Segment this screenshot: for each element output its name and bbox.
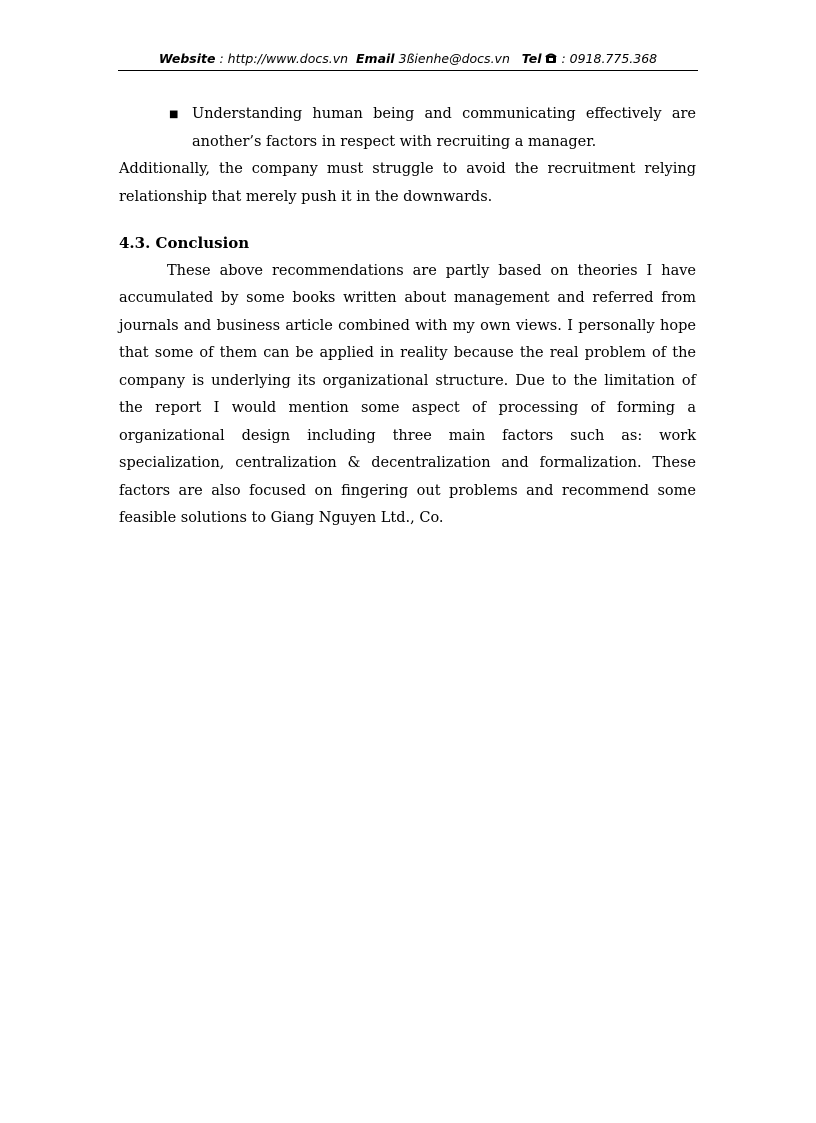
bullet-list-item <box>119 101 696 156</box>
phone-icon <box>545 51 557 66</box>
document-body <box>119 101 696 533</box>
additional-paragraph: Additionally, the company must struggle to avoid the recruitment relying relationship that merely push it in the downwards. <box>119 161 696 205</box>
tel-value: : 0918.775.368 <box>557 51 658 66</box>
website-separator: : <box>215 51 228 66</box>
section-heading: 4.3. Conclusion <box>119 234 250 252</box>
email-label: Email <box>356 51 395 66</box>
tel-label: Tel <box>521 51 542 66</box>
website-label: Website <box>158 51 216 66</box>
square-bullet-icon: ■ <box>169 109 179 120</box>
website-url[interactable]: http://www.docs.vn <box>227 51 349 66</box>
page-header <box>118 50 698 71</box>
bullet-text: Understanding human being and communicating effectively are another’s factors in respect with recruiting a manager. <box>192 106 696 150</box>
conclusion-paragraph: These above recommendations are partly based on theories I have accumulated by some books written about management and referred from journals and business article combined with my own views. I personally hope that some of them can be applied in reality because the real problem of the company is underlying its organizational structure. Due to the limitation of the report I would mention some aspect of processing of forming a organizational design including three main factors such as: work specialization, centralization & decentralization and formalization. These factors are also focused on fingering out problems and recommend some feasible solutions to Giang Nguyen Ltd., Co. <box>119 262 696 526</box>
email-value[interactable]: 3ßienhe@docs.vn <box>398 51 510 66</box>
